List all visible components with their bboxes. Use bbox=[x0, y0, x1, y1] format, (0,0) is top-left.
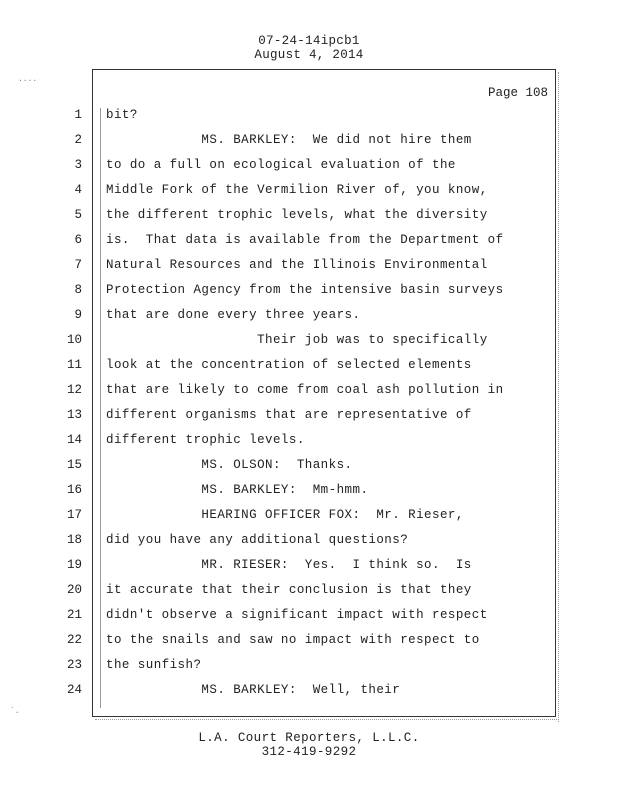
line-number: 18 bbox=[66, 533, 82, 547]
transcript-line: Natural Resources and the Illinois Environmental bbox=[106, 258, 488, 272]
line-number: 7 bbox=[74, 258, 82, 272]
line-number: 8 bbox=[74, 283, 82, 297]
line-number: 4 bbox=[74, 183, 82, 197]
line-number: 11 bbox=[66, 358, 82, 372]
frame-shadow-bottom bbox=[95, 719, 559, 722]
line-number: 24 bbox=[66, 683, 82, 697]
scan-speck-mark: .... bbox=[18, 75, 38, 84]
footer-company: L.A. Court Reporters, L.L.C. bbox=[198, 731, 420, 745]
document-id: 07-24-14ipcb1 bbox=[258, 34, 360, 48]
transcript-line: Protection Agency from the intensive basin surveys bbox=[106, 283, 504, 297]
transcript-line: MS. OLSON: Thanks. bbox=[106, 458, 353, 472]
line-number: 1 bbox=[74, 108, 82, 122]
transcript-line: look at the concentration of selected elements bbox=[106, 358, 472, 372]
transcript-line: to the snails and saw no impact with respect to bbox=[106, 633, 480, 647]
transcript-line: MR. RIESER: Yes. I think so. Is bbox=[106, 558, 472, 572]
transcript-line: Middle Fork of the Vermilion River of, you know, bbox=[106, 183, 488, 197]
transcript-line: bit? bbox=[106, 108, 138, 122]
transcript-line: is. That data is available from the Department of bbox=[106, 233, 504, 247]
line-number: 14 bbox=[66, 433, 82, 447]
transcript-line: Their job was to specifically bbox=[106, 333, 488, 347]
transcript-line: that are likely to come from coal ash pollution in bbox=[106, 383, 504, 397]
transcript-line: MS. BARKLEY: Mm-hmm. bbox=[106, 483, 369, 497]
line-number: 10 bbox=[66, 333, 82, 347]
transcript-line: HEARING OFFICER FOX: Mr. Rieser, bbox=[106, 508, 464, 522]
transcript-line: the sunfish? bbox=[106, 658, 202, 672]
footer-phone: 312-419-9292 bbox=[261, 745, 357, 759]
document-date: August 4, 2014 bbox=[254, 48, 364, 62]
transcript-line: it accurate that their conclusion is that they bbox=[106, 583, 472, 597]
scan-speck-mark: `. bbox=[10, 707, 20, 716]
transcript-line: did you have any additional questions? bbox=[106, 533, 409, 547]
line-number: 22 bbox=[66, 633, 82, 647]
line-number: 6 bbox=[74, 233, 82, 247]
line-number: 12 bbox=[66, 383, 82, 397]
frame-shadow-right bbox=[558, 72, 561, 722]
transcript-line: MS. BARKLEY: We did not hire them bbox=[106, 133, 472, 147]
line-number: 17 bbox=[66, 508, 82, 522]
line-number: 5 bbox=[74, 208, 82, 222]
line-number: 21 bbox=[66, 608, 82, 622]
page-number: Page 108 bbox=[487, 86, 548, 100]
line-number: 2 bbox=[74, 133, 82, 147]
transcript-line: to do a full on ecological evaluation of the bbox=[106, 158, 456, 172]
line-number: 23 bbox=[66, 658, 82, 672]
transcript-line: MS. BARKLEY: Well, their bbox=[106, 683, 401, 697]
transcript-line: didn't observe a significant impact with respect bbox=[106, 608, 488, 622]
line-number: 20 bbox=[66, 583, 82, 597]
line-number: 19 bbox=[66, 558, 82, 572]
line-number: 13 bbox=[66, 408, 82, 422]
transcript-line: that are done every three years. bbox=[106, 308, 361, 322]
line-number: 9 bbox=[74, 308, 82, 322]
line-number: 15 bbox=[66, 458, 82, 472]
line-number: 3 bbox=[74, 158, 82, 172]
transcript-line: different trophic levels. bbox=[106, 433, 305, 447]
transcript-line: different organisms that are representative of bbox=[106, 408, 472, 422]
transcript-line: the different trophic levels, what the diversity bbox=[106, 208, 488, 222]
line-number: 16 bbox=[66, 483, 82, 497]
margin-rule bbox=[100, 108, 101, 708]
